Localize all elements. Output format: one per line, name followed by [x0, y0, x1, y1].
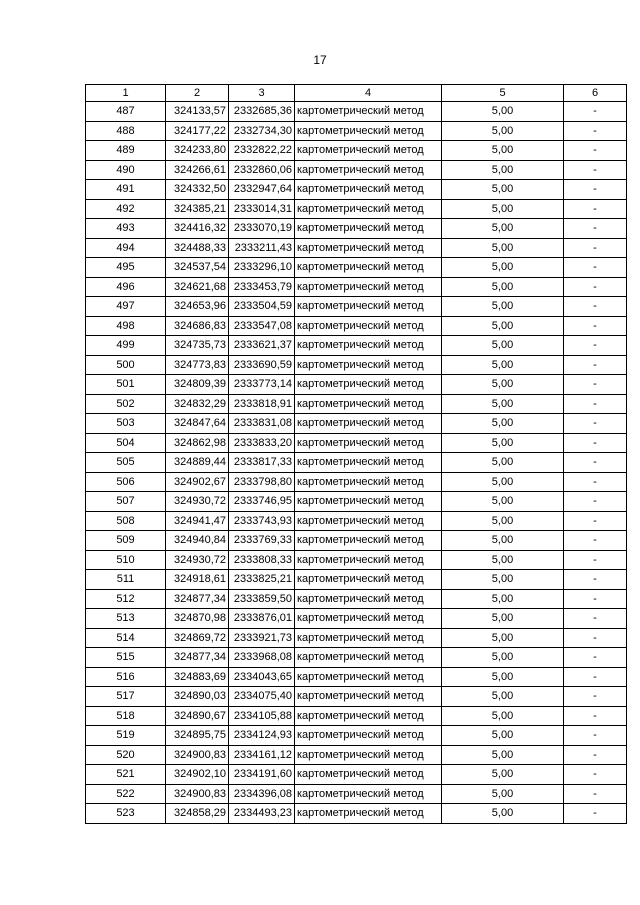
accuracy-cell: 5,00: [442, 784, 564, 804]
y-coordinate-cell: 2332947,64: [229, 180, 295, 200]
note-cell: -: [564, 238, 627, 258]
x-coordinate-cell: 324537,54: [166, 258, 229, 278]
point-number-cell: 509: [86, 531, 166, 551]
point-number-cell: 515: [86, 648, 166, 668]
method-cell: картометрический метод: [295, 784, 442, 804]
table-row: [86, 199, 627, 219]
point-number-cell: 511: [86, 570, 166, 590]
y-coordinate-cell: 2333817,33: [229, 453, 295, 473]
x-coordinate-cell: 324488,33: [166, 238, 229, 258]
accuracy-cell: 5,00: [442, 511, 564, 531]
method-cell: картометрический метод: [295, 667, 442, 687]
method-cell: картометрический метод: [295, 394, 442, 414]
y-coordinate-cell: 2334191,60: [229, 765, 295, 785]
table-header-row: [86, 85, 627, 102]
x-coordinate-cell: 324902,67: [166, 472, 229, 492]
note-cell: -: [564, 492, 627, 512]
note-cell: -: [564, 745, 627, 765]
table-row: [86, 765, 627, 785]
y-coordinate-cell: 2332685,36: [229, 102, 295, 122]
y-coordinate-cell: 2333968,08: [229, 648, 295, 668]
y-coordinate-cell: 2333818,91: [229, 394, 295, 414]
table-row: [86, 648, 627, 668]
x-coordinate-cell: 324890,03: [166, 687, 229, 707]
note-cell: -: [564, 258, 627, 278]
x-coordinate-cell: 324686,83: [166, 316, 229, 336]
accuracy-cell: 5,00: [442, 706, 564, 726]
y-coordinate-cell: 2334105,88: [229, 706, 295, 726]
accuracy-cell: 5,00: [442, 121, 564, 141]
point-number-cell: 516: [86, 667, 166, 687]
table-row: [86, 316, 627, 336]
note-cell: -: [564, 297, 627, 317]
accuracy-cell: 5,00: [442, 687, 564, 707]
method-cell: картометрический метод: [295, 297, 442, 317]
accuracy-cell: 5,00: [442, 102, 564, 122]
header-cell: 1: [86, 85, 166, 102]
x-coordinate-cell: 324900,83: [166, 784, 229, 804]
note-cell: -: [564, 628, 627, 648]
method-cell: картометрический метод: [295, 804, 442, 824]
point-number-cell: 520: [86, 745, 166, 765]
y-coordinate-cell: 2334075,40: [229, 687, 295, 707]
point-number-cell: 489: [86, 141, 166, 161]
method-cell: картометрический метод: [295, 238, 442, 258]
table-row: [86, 394, 627, 414]
x-coordinate-cell: 324941,47: [166, 511, 229, 531]
table-row: [86, 784, 627, 804]
table-row: [86, 277, 627, 297]
y-coordinate-cell: 2333859,50: [229, 589, 295, 609]
method-cell: картометрический метод: [295, 609, 442, 629]
point-number-cell: 487: [86, 102, 166, 122]
note-cell: -: [564, 316, 627, 336]
point-number-cell: 522: [86, 784, 166, 804]
accuracy-cell: 5,00: [442, 297, 564, 317]
y-coordinate-cell: 2333833,20: [229, 433, 295, 453]
point-number-cell: 494: [86, 238, 166, 258]
method-cell: картометрический метод: [295, 336, 442, 356]
table-row: [86, 687, 627, 707]
accuracy-cell: 5,00: [442, 745, 564, 765]
point-number-cell: 519: [86, 726, 166, 746]
note-cell: -: [564, 453, 627, 473]
x-coordinate-cell: 324889,44: [166, 453, 229, 473]
x-coordinate-cell: 324862,98: [166, 433, 229, 453]
accuracy-cell: 5,00: [442, 180, 564, 200]
accuracy-cell: 5,00: [442, 277, 564, 297]
table-row: [86, 706, 627, 726]
x-coordinate-cell: 324266,61: [166, 160, 229, 180]
note-cell: -: [564, 667, 627, 687]
accuracy-cell: 5,00: [442, 550, 564, 570]
x-coordinate-cell: 324621,68: [166, 277, 229, 297]
point-number-cell: 495: [86, 258, 166, 278]
x-coordinate-cell: 324735,73: [166, 336, 229, 356]
x-coordinate-cell: 324233,80: [166, 141, 229, 161]
y-coordinate-cell: 2334493,23: [229, 804, 295, 824]
note-cell: -: [564, 199, 627, 219]
note-cell: -: [564, 804, 627, 824]
point-number-cell: 523: [86, 804, 166, 824]
header-cell: 3: [229, 85, 295, 102]
note-cell: -: [564, 121, 627, 141]
table-row: [86, 355, 627, 375]
method-cell: картометрический метод: [295, 102, 442, 122]
y-coordinate-cell: 2333014,31: [229, 199, 295, 219]
point-number-cell: 508: [86, 511, 166, 531]
note-cell: -: [564, 472, 627, 492]
y-coordinate-cell: 2333831,08: [229, 414, 295, 434]
point-number-cell: 500: [86, 355, 166, 375]
x-coordinate-cell: 324902,10: [166, 765, 229, 785]
table-row: [86, 589, 627, 609]
note-cell: -: [564, 570, 627, 590]
method-cell: картометрический метод: [295, 745, 442, 765]
table-row: [86, 550, 627, 570]
point-number-cell: 505: [86, 453, 166, 473]
header-cell: 2: [166, 85, 229, 102]
note-cell: -: [564, 550, 627, 570]
method-cell: картометрический метод: [295, 492, 442, 512]
header-cell: 4: [295, 85, 442, 102]
y-coordinate-cell: 2333769,33: [229, 531, 295, 551]
method-cell: картометрический метод: [295, 570, 442, 590]
table-row: [86, 628, 627, 648]
method-cell: картометрический метод: [295, 414, 442, 434]
method-cell: картометрический метод: [295, 141, 442, 161]
note-cell: -: [564, 589, 627, 609]
table-row: [86, 375, 627, 395]
table-row: [86, 609, 627, 629]
x-coordinate-cell: 324930,72: [166, 550, 229, 570]
method-cell: картометрический метод: [295, 160, 442, 180]
method-cell: картометрический метод: [295, 531, 442, 551]
accuracy-cell: 5,00: [442, 453, 564, 473]
accuracy-cell: 5,00: [442, 316, 564, 336]
method-cell: картометрический метод: [295, 648, 442, 668]
accuracy-cell: 5,00: [442, 141, 564, 161]
y-coordinate-cell: 2333690,59: [229, 355, 295, 375]
method-cell: картометрический метод: [295, 453, 442, 473]
y-coordinate-cell: 2333743,93: [229, 511, 295, 531]
note-cell: -: [564, 219, 627, 239]
x-coordinate-cell: 324930,72: [166, 492, 229, 512]
note-cell: -: [564, 687, 627, 707]
accuracy-cell: 5,00: [442, 375, 564, 395]
accuracy-cell: 5,00: [442, 765, 564, 785]
note-cell: -: [564, 433, 627, 453]
point-number-cell: 491: [86, 180, 166, 200]
point-number-cell: 499: [86, 336, 166, 356]
accuracy-cell: 5,00: [442, 160, 564, 180]
point-number-cell: 502: [86, 394, 166, 414]
point-number-cell: 521: [86, 765, 166, 785]
note-cell: -: [564, 102, 627, 122]
table-row: [86, 414, 627, 434]
method-cell: картометрический метод: [295, 765, 442, 785]
y-coordinate-cell: 2333921,73: [229, 628, 295, 648]
coordinates-table: [85, 84, 627, 824]
table-row: [86, 238, 627, 258]
accuracy-cell: 5,00: [442, 414, 564, 434]
x-coordinate-cell: 324332,50: [166, 180, 229, 200]
accuracy-cell: 5,00: [442, 531, 564, 551]
accuracy-cell: 5,00: [442, 355, 564, 375]
table-row: [86, 472, 627, 492]
table-row: [86, 726, 627, 746]
point-number-cell: 501: [86, 375, 166, 395]
accuracy-cell: 5,00: [442, 219, 564, 239]
point-number-cell: 517: [86, 687, 166, 707]
x-coordinate-cell: 324883,69: [166, 667, 229, 687]
y-coordinate-cell: 2332734,30: [229, 121, 295, 141]
table-row: [86, 141, 627, 161]
note-cell: -: [564, 414, 627, 434]
point-number-cell: 498: [86, 316, 166, 336]
table-row: [86, 492, 627, 512]
point-number-cell: 510: [86, 550, 166, 570]
point-number-cell: 513: [86, 609, 166, 629]
note-cell: -: [564, 609, 627, 629]
accuracy-cell: 5,00: [442, 589, 564, 609]
table-row: [86, 531, 627, 551]
table-row: [86, 121, 627, 141]
table-row: [86, 219, 627, 239]
method-cell: картометрический метод: [295, 277, 442, 297]
x-coordinate-cell: 324832,29: [166, 394, 229, 414]
header-cell: 5: [442, 85, 564, 102]
accuracy-cell: 5,00: [442, 394, 564, 414]
y-coordinate-cell: 2333773,14: [229, 375, 295, 395]
point-number-cell: 518: [86, 706, 166, 726]
point-number-cell: 507: [86, 492, 166, 512]
x-coordinate-cell: 324858,29: [166, 804, 229, 824]
x-coordinate-cell: 324847,64: [166, 414, 229, 434]
y-coordinate-cell: 2334043,65: [229, 667, 295, 687]
point-number-cell: 488: [86, 121, 166, 141]
y-coordinate-cell: 2334124,93: [229, 726, 295, 746]
accuracy-cell: 5,00: [442, 238, 564, 258]
method-cell: картометрический метод: [295, 258, 442, 278]
point-number-cell: 504: [86, 433, 166, 453]
table-row: [86, 667, 627, 687]
method-cell: картометрический метод: [295, 589, 442, 609]
note-cell: -: [564, 765, 627, 785]
y-coordinate-cell: 2334161,12: [229, 745, 295, 765]
method-cell: картометрический метод: [295, 433, 442, 453]
table-body: [86, 102, 627, 824]
table-row: [86, 570, 627, 590]
point-number-cell: 514: [86, 628, 166, 648]
y-coordinate-cell: 2333453,79: [229, 277, 295, 297]
accuracy-cell: 5,00: [442, 199, 564, 219]
x-coordinate-cell: 324900,83: [166, 745, 229, 765]
note-cell: -: [564, 375, 627, 395]
x-coordinate-cell: 324895,75: [166, 726, 229, 746]
accuracy-cell: 5,00: [442, 628, 564, 648]
note-cell: -: [564, 180, 627, 200]
y-coordinate-cell: 2333211,43: [229, 238, 295, 258]
note-cell: -: [564, 511, 627, 531]
y-coordinate-cell: 2332822,22: [229, 141, 295, 161]
y-coordinate-cell: 2333504,59: [229, 297, 295, 317]
table-row: [86, 180, 627, 200]
point-number-cell: 492: [86, 199, 166, 219]
x-coordinate-cell: 324773,83: [166, 355, 229, 375]
point-number-cell: 503: [86, 414, 166, 434]
y-coordinate-cell: 2333070,19: [229, 219, 295, 239]
table-row: [86, 297, 627, 317]
x-coordinate-cell: 324870,98: [166, 609, 229, 629]
table-row: [86, 258, 627, 278]
accuracy-cell: 5,00: [442, 804, 564, 824]
x-coordinate-cell: 324809,39: [166, 375, 229, 395]
y-coordinate-cell: 2332860,06: [229, 160, 295, 180]
x-coordinate-cell: 324385,21: [166, 199, 229, 219]
y-coordinate-cell: 2333876,01: [229, 609, 295, 629]
y-coordinate-cell: 2333746,95: [229, 492, 295, 512]
x-coordinate-cell: 324877,34: [166, 648, 229, 668]
y-coordinate-cell: 2333825,21: [229, 570, 295, 590]
method-cell: картометрический метод: [295, 199, 442, 219]
method-cell: картометрический метод: [295, 550, 442, 570]
table-row: [86, 745, 627, 765]
y-coordinate-cell: 2333547,08: [229, 316, 295, 336]
method-cell: картометрический метод: [295, 121, 442, 141]
note-cell: -: [564, 160, 627, 180]
method-cell: картометрический метод: [295, 472, 442, 492]
method-cell: картометрический метод: [295, 628, 442, 648]
accuracy-cell: 5,00: [442, 472, 564, 492]
method-cell: картометрический метод: [295, 511, 442, 531]
method-cell: картометрический метод: [295, 375, 442, 395]
y-coordinate-cell: 2333296,10: [229, 258, 295, 278]
x-coordinate-cell: 324890,67: [166, 706, 229, 726]
note-cell: -: [564, 355, 627, 375]
table-row: [86, 160, 627, 180]
point-number-cell: 512: [86, 589, 166, 609]
y-coordinate-cell: 2334396,08: [229, 784, 295, 804]
note-cell: -: [564, 726, 627, 746]
method-cell: картометрический метод: [295, 726, 442, 746]
y-coordinate-cell: 2333798,80: [229, 472, 295, 492]
point-number-cell: 496: [86, 277, 166, 297]
x-coordinate-cell: 324869,72: [166, 628, 229, 648]
accuracy-cell: 5,00: [442, 336, 564, 356]
page-number: 17: [313, 53, 327, 67]
x-coordinate-cell: 324653,96: [166, 297, 229, 317]
x-coordinate-cell: 324918,61: [166, 570, 229, 590]
x-coordinate-cell: 324177,22: [166, 121, 229, 141]
accuracy-cell: 5,00: [442, 648, 564, 668]
table-row: [86, 433, 627, 453]
note-cell: -: [564, 277, 627, 297]
note-cell: -: [564, 531, 627, 551]
point-number-cell: 497: [86, 297, 166, 317]
method-cell: картометрический метод: [295, 219, 442, 239]
accuracy-cell: 5,00: [442, 570, 564, 590]
table-row: [86, 804, 627, 824]
table-row: [86, 336, 627, 356]
note-cell: -: [564, 336, 627, 356]
x-coordinate-cell: 324940,84: [166, 531, 229, 551]
accuracy-cell: 5,00: [442, 667, 564, 687]
table-row: [86, 453, 627, 473]
method-cell: картометрический метод: [295, 355, 442, 375]
note-cell: -: [564, 784, 627, 804]
note-cell: -: [564, 394, 627, 414]
x-coordinate-cell: 324133,57: [166, 102, 229, 122]
accuracy-cell: 5,00: [442, 258, 564, 278]
method-cell: картометрический метод: [295, 180, 442, 200]
table-row: [86, 102, 627, 122]
x-coordinate-cell: 324877,34: [166, 589, 229, 609]
accuracy-cell: 5,00: [442, 492, 564, 512]
method-cell: картометрический метод: [295, 316, 442, 336]
y-coordinate-cell: 2333808,33: [229, 550, 295, 570]
x-coordinate-cell: 324416,32: [166, 219, 229, 239]
accuracy-cell: 5,00: [442, 609, 564, 629]
accuracy-cell: 5,00: [442, 726, 564, 746]
accuracy-cell: 5,00: [442, 433, 564, 453]
point-number-cell: 490: [86, 160, 166, 180]
table-row: [86, 511, 627, 531]
method-cell: картометрический метод: [295, 706, 442, 726]
y-coordinate-cell: 2333621,37: [229, 336, 295, 356]
header-cell: 6: [564, 85, 627, 102]
note-cell: -: [564, 648, 627, 668]
method-cell: картометрический метод: [295, 687, 442, 707]
point-number-cell: 493: [86, 219, 166, 239]
point-number-cell: 506: [86, 472, 166, 492]
note-cell: -: [564, 706, 627, 726]
note-cell: -: [564, 141, 627, 161]
